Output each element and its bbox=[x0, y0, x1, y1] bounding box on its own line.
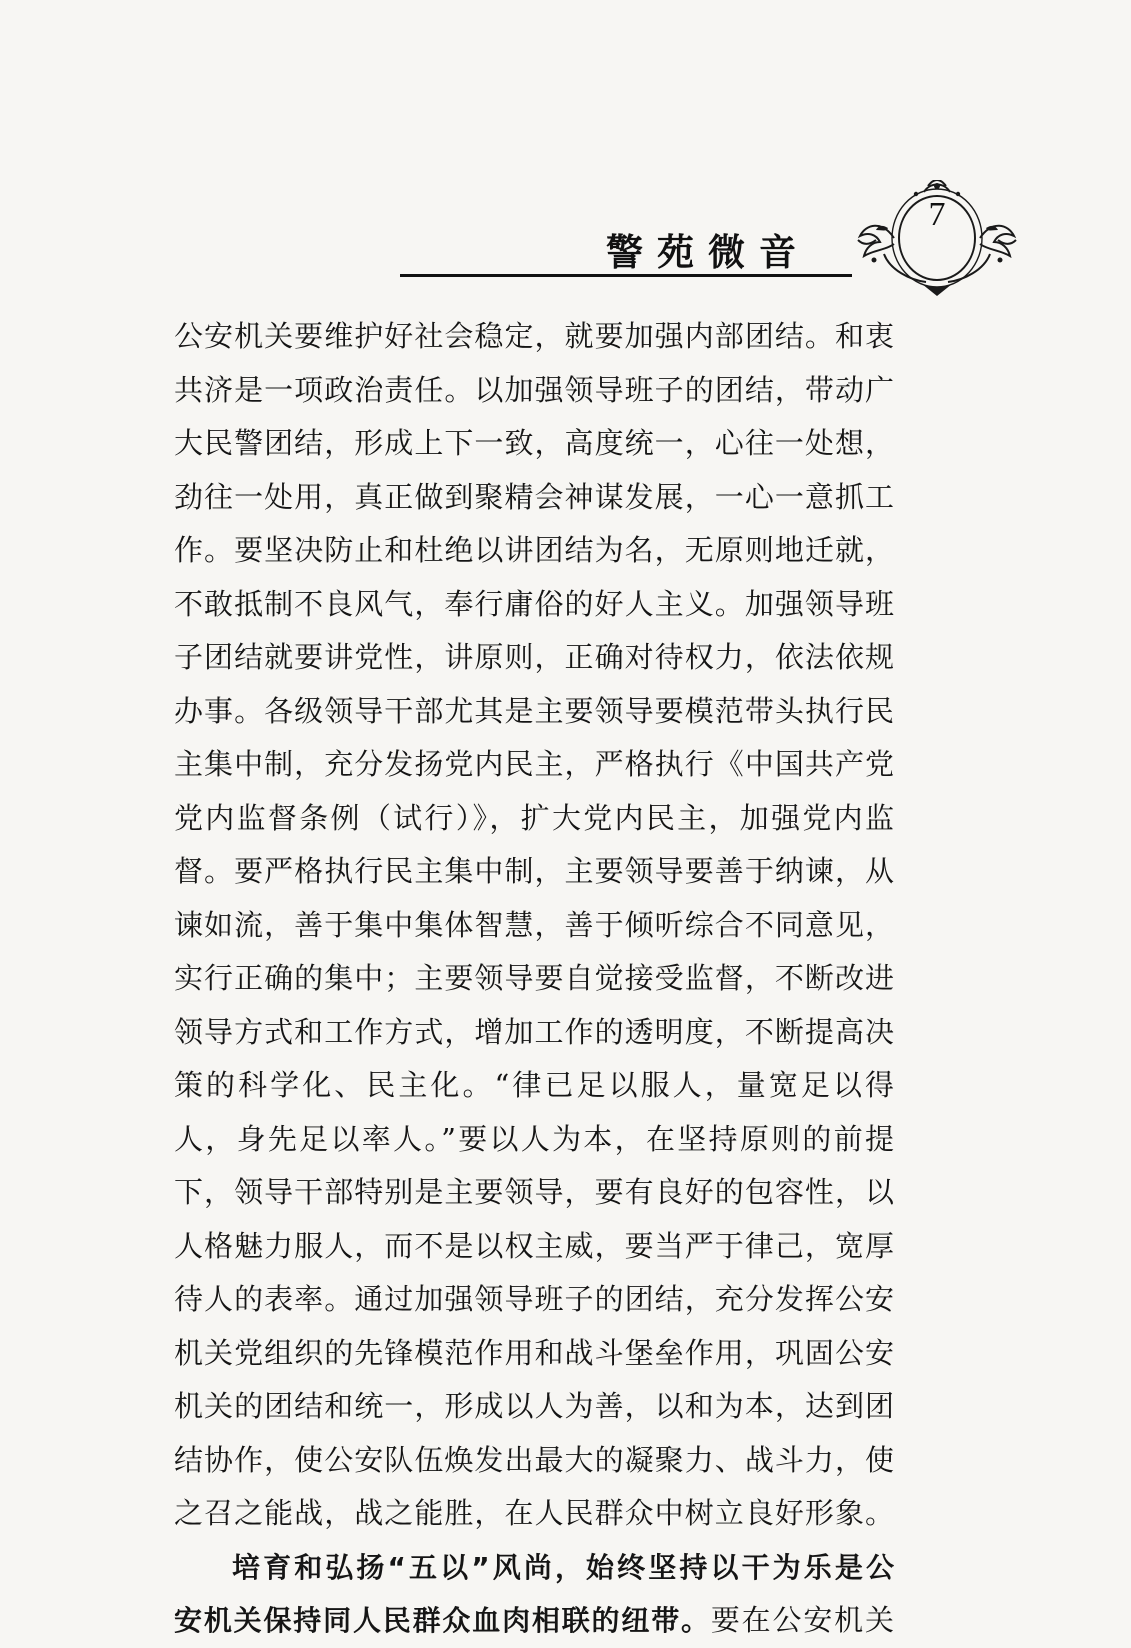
text-line: 公安机关要维护好社会稳定，就要加强内部团结。和衷 bbox=[174, 319, 894, 353]
text-line: 待人的表率。通过加强领导班子的团结，充分发挥公安 bbox=[174, 1282, 894, 1316]
text-line: 人格魅力服人，而不是以权主威，要当严于律己，宽厚 bbox=[174, 1228, 894, 1263]
text-line: 谏如流，善于集中集体智慧，善于倾听综合不同意见， bbox=[174, 907, 894, 942]
text-fragment: 要在公安机关 bbox=[710, 1603, 894, 1637]
page-number: 7 bbox=[928, 196, 946, 233]
text-line: 办事。各级领导干部尤其是主要领导要模范带头执行民 bbox=[174, 693, 894, 728]
text-line: 作。要坚决防止和杜绝以讲团结为名，无原则地迁就， bbox=[174, 533, 894, 567]
text-line: 下，领导干部特别是主要领导，要有良好的包容性，以 bbox=[174, 1175, 894, 1209]
running-header bbox=[400, 196, 1000, 302]
header-rule bbox=[400, 274, 852, 277]
text-line: 之召之能战，战之能胜，在人民群众中树立良好形象。 bbox=[174, 1496, 894, 1530]
text-line: 机关党组织的先锋模范作用和战斗堡垒作用，巩固公安 bbox=[174, 1335, 894, 1370]
text-line: 劲往一处用，真正做到聚精会神谋发展，一心一意抓工 bbox=[174, 479, 894, 514]
text-line: 共济是一项政治责任。以加强领导班子的团结，带动广 bbox=[174, 372, 894, 407]
text-line: 大民警团结，形成上下一致，高度统一，心往一处想， bbox=[174, 426, 894, 460]
text-line: 人，身先足以率人。”要以人为本，在坚持原则的前提 bbox=[174, 1121, 894, 1156]
text-line: 实行正确的集中；主要领导要自觉接受监督，不断改进 bbox=[174, 961, 894, 995]
text-line: 不敢抵制不良风气，奉行庸俗的好人主义。加强领导班 bbox=[174, 586, 894, 621]
text-line: 党内监督条例（试行）》，扩大党内民主，加强党内监 bbox=[174, 800, 894, 835]
text-line: 督。要严格执行民主集中制，主要领导要善于纳谏，从 bbox=[174, 854, 894, 888]
text-line: 策的科学化、民主化。“律已足以服人，量宽足以得 bbox=[174, 1068, 894, 1102]
text-line: 结协作，使公安队伍焕发出最大的凝聚力、战斗力，使 bbox=[174, 1442, 894, 1477]
header-title: 警苑微音 bbox=[606, 231, 810, 274]
text-line: 机关的团结和统一，形成以人为善，以和为本，达到团 bbox=[174, 1389, 894, 1423]
text-line: 子团结就要讲党性，讲原则，正确对待权力，依法依规 bbox=[174, 640, 894, 674]
text-line: 主集中制，充分发扬党内民主，严格执行《中国共产党 bbox=[174, 747, 894, 781]
bold-heading-line: 培育和弘扬“五以”风尚，始终坚持以干为乐是公 bbox=[232, 1550, 894, 1584]
bold-heading-fragment: 安机关保持同人民群众血肉相联的纽带。 bbox=[174, 1604, 711, 1637]
body-text bbox=[174, 310, 894, 1648]
page-number-ornament bbox=[854, 180, 1020, 302]
mixed-line bbox=[174, 1594, 894, 1648]
text-line: 领导方式和工作方式，增加工作的透明度，不断提高决 bbox=[174, 1014, 894, 1049]
